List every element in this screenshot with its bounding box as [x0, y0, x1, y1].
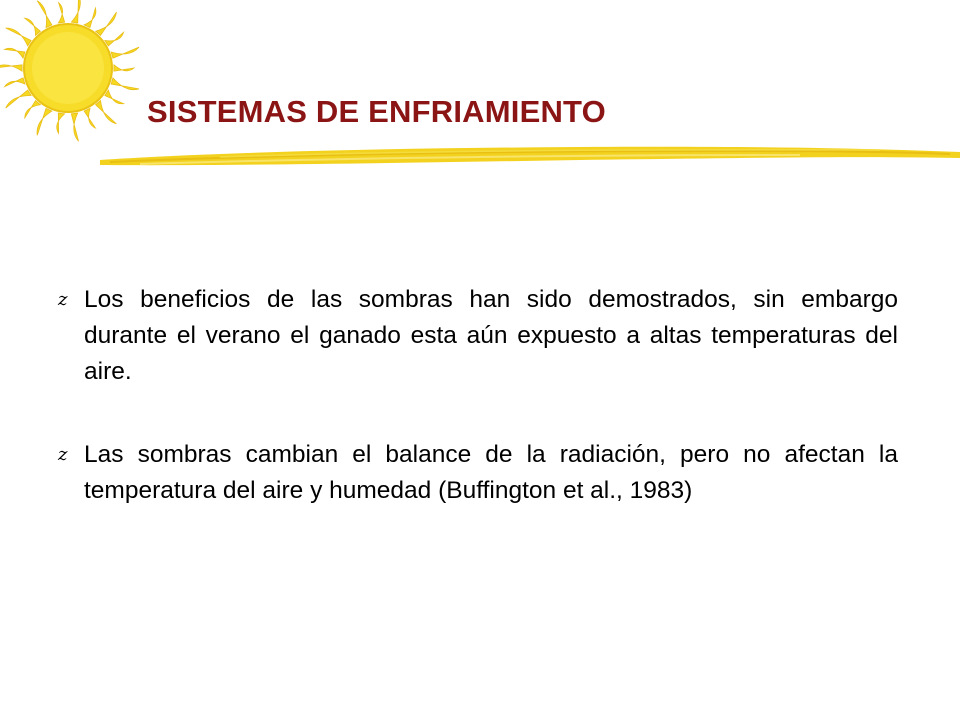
- sun-ray: [57, 113, 65, 133]
- sun-ray: [111, 78, 139, 90]
- bullet-marker-icon: z: [58, 289, 68, 310]
- title-underline-brush: [100, 138, 960, 174]
- sun-ray: [6, 90, 31, 108]
- sun-ray: [105, 32, 124, 46]
- bullet-list: [58, 282, 898, 556]
- sun-ray: [0, 65, 22, 71]
- sun-ray: [114, 65, 134, 71]
- sun-ray: [5, 78, 25, 87]
- sun-ray: [84, 8, 96, 28]
- sun-ray: [71, 0, 80, 23]
- bullet-item: [58, 282, 898, 390]
- sun-ray: [25, 101, 41, 118]
- bullet-item: [58, 437, 898, 509]
- sun-ray: [111, 47, 139, 58]
- sun-ray: [37, 108, 52, 135]
- sun-ray: [5, 48, 25, 58]
- sun-ray: [37, 1, 52, 28]
- sun-ray: [6, 28, 31, 46]
- sun-ray: [58, 3, 64, 23]
- sun-ray: [105, 90, 124, 104]
- bullet-text: Las sombras cambian el balance de la radiación, pero no afectan la temperatura del aire y humedad (Buffington et al., 1983): [84, 441, 898, 504]
- slide-title: SISTEMAS DE ENFRIAMIENTO: [147, 94, 606, 129]
- bullet-text: Los beneficios de las sombras han sido demostrados, sin embargo durante el verano el ganado esta aún expuesto a altas temperaturas del aire.: [84, 286, 898, 385]
- sun-ray: [84, 108, 95, 128]
- sun-ray: [96, 101, 117, 124]
- sun-ray: [25, 18, 41, 35]
- bullet-marker-icon: z: [58, 444, 68, 465]
- sun-ray: [71, 113, 78, 141]
- sun-ray: [96, 12, 117, 35]
